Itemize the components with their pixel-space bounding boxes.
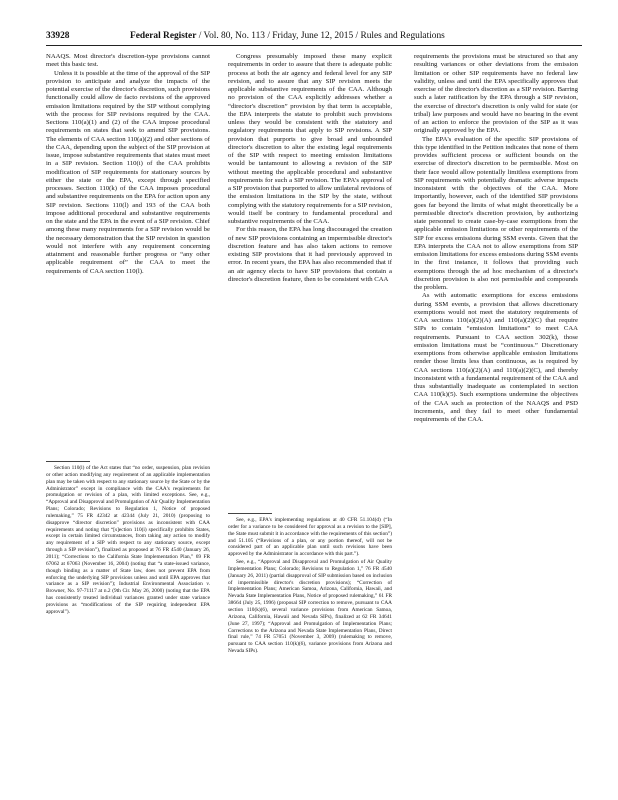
footnote-rule (228, 513, 272, 514)
footnote: Section 110(l) of the Act states that “no order, suspension, plan revision or other action modifying any requirement of an applicable implementation plan may be taken with respect to any stationary source by the State or by the Administrator” except in compliance with the CAA's requirements for promulgation or revision of a plan, with limited exceptions. See, e.g., “Approval and Disapproval and Promulgation of Air Quality Implementation Plans; Colorado; Revisions to Regulation 1, Notice of proposed rulemaking,” 75 FR 42342 at 42344 (July 21, 2010) (proposing to disapprove “director discretion” provisions as inconsistent with CAA requirements and noting that “[s]ection 110(i) specifically prohibits States, except in certain limited circumstances, from taking any action to modify any requirement of a SIP with respect to any stationary source, except through a SIP revision”), finalized as proposed at 76 FR 4540 (January 26, 2011); “Corrections to the California State Implementation Plan,” 69 FR 67062 at 67063 (November 16, 2004) (noting that “a state-issued variance, though binding as a matter of State law, does not prevent EPA from enforcing the underlying SIP provisions unless and until EPA approves that variance as a SIP revision”); Industrial Environmental Association v. Browner, No. 97-71117 at n.2 (9th Cir. May 26, 2000) (noting that the EPA has consistently treated individual variances granted under state variance provisions as “modifications of the SIP requiring independent EPA approval”). (46, 465, 211, 615)
footnotes-column-2 (228, 517, 392, 656)
paragraph: Congress presumably imposed these many explicit requirements in order to assure that there is adequate public process at both the air agency and federal level for any SIP revision, and to assure that any SIP revision meets the applicable substantive requirements of the CAA. Although no provision of the CAA explicitly addresses whether a “director's discretion” provision by that term is acceptable, the EPA interprets the statute to prohibit such provisions unless they would be consistent with the statutory and regulatory requirements that apply to SIP revisions. A SIP provision that purports to give broad and unbounded director's discretion to alter the existing legal requirements of the SIP with respect to meeting emission limitations would be tantamount to allowing a revision of the SIP without meeting the applicable procedural and substantive requirements for such a SIP revision. The EPA's approval of a SIP provision that purported to allow unilateral revisions of the emission limitations in the SIP by the state, without complying with the statutory requirements for a SIP revision, would itself be contrary to fundamental procedural and substantive requirements of the CAA. (228, 53, 392, 225)
paragraph: The EPA's evaluation of the specific SIP provisions of this type identified in the Petition indicates that none of them provides sufficient process or sufficient bounds on the exercise of director's discretion to be permissible. Most on their face would allow potentially limitless exemptions from SIP requirements with potentially dramatic adverse impacts inconsistent with the objectives of the CAA. More importantly, however, each of the identified SIP provisions goes far beyond the limits of what might theoretically be a permissible director's discretion provision, by authorizing state personnel to create case-by-case exemptions from the applicable emission limitations or other requirements of the SIP for excess emissions during SSM events. Given that the EPA interprets the CAA not to allow exemptions from SIP emission limitations for excess emissions during SSM events in the first instance, it follows that providing such exemptions through the ad hoc mechanism of a director's discretion provision is also not permissible and compounds the problem. (414, 135, 578, 291)
body-column-3 (414, 53, 578, 424)
footnotes-column-1 (46, 465, 210, 617)
page-number: 33928 (46, 31, 70, 41)
footnote: See, e.g., EPA's implementing regulations at 40 CFR 51.104(d) (“In order for a variance to be considered for approval as a revision to the [SIP], the State must submit it in accordance with the requirements of this section”) and 51.105 (“Revisions of a plan, or any portion thereof, will not be considered part of an applicable plan until such revisions have been approved by the Administrator in accordance with this part.”). (228, 517, 392, 558)
paragraph: requirements the provisions must be structured so that any resulting variances or other deviations from the emission limitation or other SIP requirements have no federal law validity, unless and until the EPA specifically approves that exercise of the director's discretion as a SIP revision. Barring such a later ratification by the EPA through a SIP revision, the exercise of director's discretion is only valid for state (or tribal) law purposes and would have no bearing in the event of an action to enforce the provision of the SIP as it was originally approved by the EPA. (414, 53, 578, 135)
paragraph: As with automatic exemptions for excess emissions during SSM events, a provision that allows discretionary exemptions would not meet the statutory requirements of CAA sections 110(a)(2)(A) and 110(a)(2)(C) that require SIPs to contain “emission limitations” to meet CAA requirements. Pursuant to CAA section 302(k), those emission limitations must be “continuous.” Discretionary exemptions from otherwise applicable emission limitations render those limits less than continuous, as is required by CAA sections 110(a)(2)(A) and 110(a)(2)(C), and thereby inconsistent with a fundamental requirement of the CAA and thus substantially inadequate as contemplated in section CAA 110(k)(5). Such exemptions undermine the objectives of the CAA such as protection of the NAAQS and PSD increments, and they fail to meet other fundamental requirements of the CAA. (414, 292, 578, 423)
header-rule (46, 45, 582, 46)
paragraph: NAAQS. Most director's discretion-type provisions cannot meet this basic test. (46, 53, 210, 69)
body-column-2 (228, 53, 392, 284)
paragraph: For this reason, the EPA has long discouraged the creation of new SIP provisions containing an impermissible director's discretion feature and has also taken actions to remove existing SIP provisions that it had previously approved in error. In recent years, the EPA has also recommended that if an air agency elects to have SIP provisions that contain a director's discretion feature, then to be consistent with CAA (228, 226, 392, 283)
body-column-1 (46, 53, 210, 276)
journal-name: Federal Register (130, 31, 197, 41)
page-header (46, 30, 582, 44)
header-title (130, 30, 445, 42)
footnote: See, e.g., “Approval and Disapproval and Promulgation of Air Quality Implementation Plans; Colorado; Revisions to Regulation 1,” 76 FR 4540 (January 26, 2011) (partial disapproval of SIP submission based on inclusion of impermissible director's discretion provisions); “Correction of Implementation Plans; American Samoa, Arizona, California, Hawaii, and Nevada State Implementation Plans, Notice of proposed rulemaking,” 61 FR 38664 (July 25, 1996) (proposal SIP correction to remove, pursuant to CAA section 110(k)(6), several variance provisions from American Samoa, Arizona, California, Hawaii and Nevada SIPs), finalized at 62 FR 34641 (June 27, 1997); “Approval and Promulgation of Implementation Plans; Corrections to the Arizona and Nevada State Implementation Plans, Direct final rule,” 74 FR 57051 (November 3, 2009) (rulemaking to remove, pursuant to CAA section 110(k)(6), variance provisions from Arizona and Nevada SIPs). (228, 559, 392, 655)
footnote-rule (46, 461, 90, 462)
paragraph: Unless it is possible at the time of the approval of the SIP provision to anticipate and analyze the impacts of the potential exercise of the director's discretion, such provisions functionally could allow de facto revisions of the approved emission limitations required by the SIP without complying with the process for SIP revisions required by the CAA. Sections 110(a)(1) and (2) of the CAA impose procedural requirements on states that seek to amend SIP provisions. The elements of CAA section 110(a)(2) and other sections of the CAA, depending upon the subject of the SIP provision at issue, impose substantive requirements that states must meet in a SIP revision. Section 110(i) of the CAA prohibits modification of SIP requirements for stationary sources by either the state or the EPA, except through specified processes. Section 110(k) of the CAA imposes procedural and substantive requirements on the EPA for action upon any SIP revision. Sections 110(l) and 193 of the CAA both impose additional procedural and substantive requirements on the state and the EPA in the event of a SIP revision. Chief among these many requirements for a SIP revision would be the necessary demonstration that the SIP revision in question would not interfere with any requirement concerning attainment and reasonable further progress or “any other applicable requirement of” the CAA to meet the requirements of CAA section 110(l). (46, 69, 210, 275)
issue-info: / Vol. 80, No. 113 / Friday, June 12, 2015 / Rules and Regulations (196, 31, 445, 41)
